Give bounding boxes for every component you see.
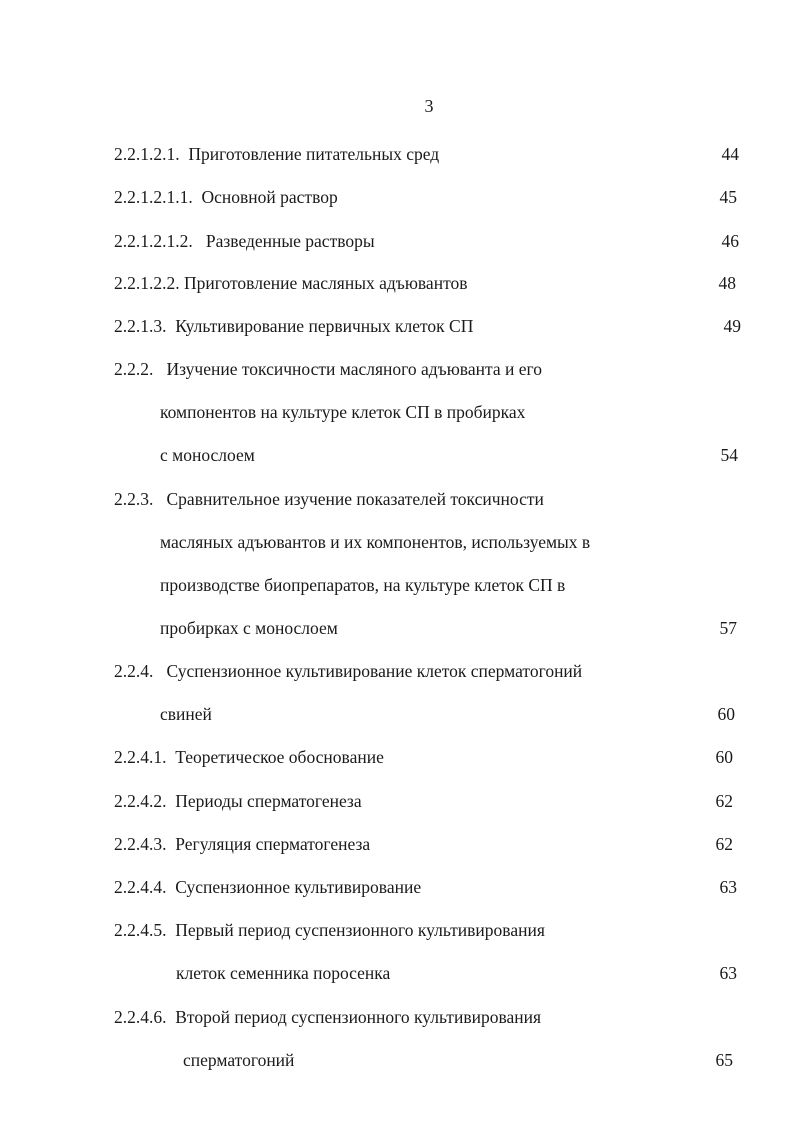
- toc-entry-title: Первый период суспензионного культивирования: [175, 920, 545, 940]
- toc-entry-page: 48: [718, 273, 736, 293]
- toc-entry-page: 54: [720, 445, 738, 465]
- toc-entry-2-2-4-2: [114, 791, 362, 811]
- toc-entry-number: 2.2.4.1.: [114, 747, 167, 767]
- toc-entry-number: 2.2.4.: [114, 661, 154, 681]
- toc-entry-title: Сравнительное изучение показателей токсичности: [166, 489, 544, 509]
- toc-entry-continuation: клеток семенника поросенка: [176, 963, 391, 983]
- toc-entry-2-2-4: [114, 661, 582, 681]
- toc-entry-2-2-1-2-2: [114, 273, 468, 293]
- toc-entry-title: Основной раствор: [201, 187, 338, 207]
- toc-entry-title: Теоретическое обоснование: [175, 747, 384, 767]
- toc-entry-2-2-4-1: [114, 747, 384, 767]
- toc-entry-number: 2.2.2.: [114, 359, 154, 379]
- toc-entry-continuation: свиней: [160, 704, 212, 724]
- toc-entry-number: 2.2.4.6.: [114, 1007, 167, 1027]
- toc-entry-title: Приготовление питательных сред: [188, 144, 440, 164]
- toc-entry-page: 45: [719, 187, 737, 207]
- toc-entry-page: 62: [715, 834, 733, 854]
- toc-entry-page: 60: [715, 747, 733, 767]
- toc-entry-number: 2.2.4.5.: [114, 920, 167, 940]
- toc-entry-2-2-1-2-1: [114, 144, 439, 164]
- toc-entry-number: 2.2.1.2.1.2.: [114, 231, 193, 251]
- toc-entry-page: 62: [715, 791, 733, 811]
- toc-entry-continuation: компонентов на культуре клеток СП в пробирках: [160, 402, 526, 422]
- toc-entry-number: 2.2.4.2.: [114, 791, 167, 811]
- toc-entry-continuation: производстве биопрепаратов, на культуре клеток СП в: [160, 575, 566, 595]
- toc-entry-number: 2.2.1.2.1.1.: [114, 187, 193, 207]
- toc-entry-number: 2.2.1.2.2.: [114, 273, 180, 293]
- toc-entry-title: Приготовление масляных адъювантов: [184, 273, 468, 293]
- toc-entry-2-2-4-6: [114, 1007, 541, 1027]
- toc-entry-continuation: сперматогоний: [183, 1050, 295, 1070]
- toc-entry-2-2-1-3: [114, 316, 473, 336]
- toc-entry-title: Периоды сперматогенеза: [175, 791, 362, 811]
- toc-entry-title: Суспензионное культивирование: [175, 877, 422, 897]
- toc-entry-page: 46: [721, 231, 739, 251]
- toc-entry-title: Регуляция сперматогенеза: [175, 834, 371, 854]
- toc-entry-page: 57: [719, 618, 737, 638]
- toc-entry-continuation: с монослоем: [160, 445, 255, 465]
- toc-entry-page: 63: [719, 877, 737, 897]
- toc-entry-number: 2.2.4.3.: [114, 834, 167, 854]
- toc-entry-2-2-2: [114, 359, 542, 379]
- toc-entry-2-2-4-4: [114, 877, 421, 897]
- toc-entry-number: 2.2.1.3.: [114, 316, 167, 336]
- toc-entry-page: 60: [717, 704, 735, 724]
- toc-entry-page: 63: [719, 963, 737, 983]
- toc-entry-2-2-4-3: [114, 834, 370, 854]
- toc-entry-continuation: пробирках с монослоем: [160, 618, 338, 638]
- toc-entry-page: 49: [723, 316, 741, 336]
- page-number: 3: [424, 96, 434, 116]
- toc-entry-page: 44: [721, 144, 739, 164]
- toc-entry-title: Суспензионное культивирование клеток сперматогоний: [166, 661, 583, 681]
- toc-entry-number: 2.2.4.4.: [114, 877, 167, 897]
- toc-entry-continuation: масляных адъювантов и их компонентов, используемых в: [160, 532, 591, 552]
- toc-entry-number: 2.2.1.2.1.: [114, 144, 180, 164]
- toc-entry-title: Культивирование первичных клеток СП: [175, 316, 474, 336]
- toc-entry-2-2-4-5: [114, 920, 545, 940]
- toc-entry-title: Изучение токсичности масляного адъюванта и его: [166, 359, 542, 379]
- toc-entry-title: Второй период суспензионного культивирования: [175, 1007, 542, 1027]
- toc-entry-2-2-1-2-1-1: [114, 187, 338, 207]
- toc-entry-page: 65: [715, 1050, 733, 1070]
- toc-entry-2-2-3: [114, 489, 544, 509]
- toc-entry-number: 2.2.3.: [114, 489, 154, 509]
- toc-entry-2-2-1-2-1-2: [114, 231, 375, 251]
- toc-entry-title: Разведенные растворы: [205, 231, 375, 251]
